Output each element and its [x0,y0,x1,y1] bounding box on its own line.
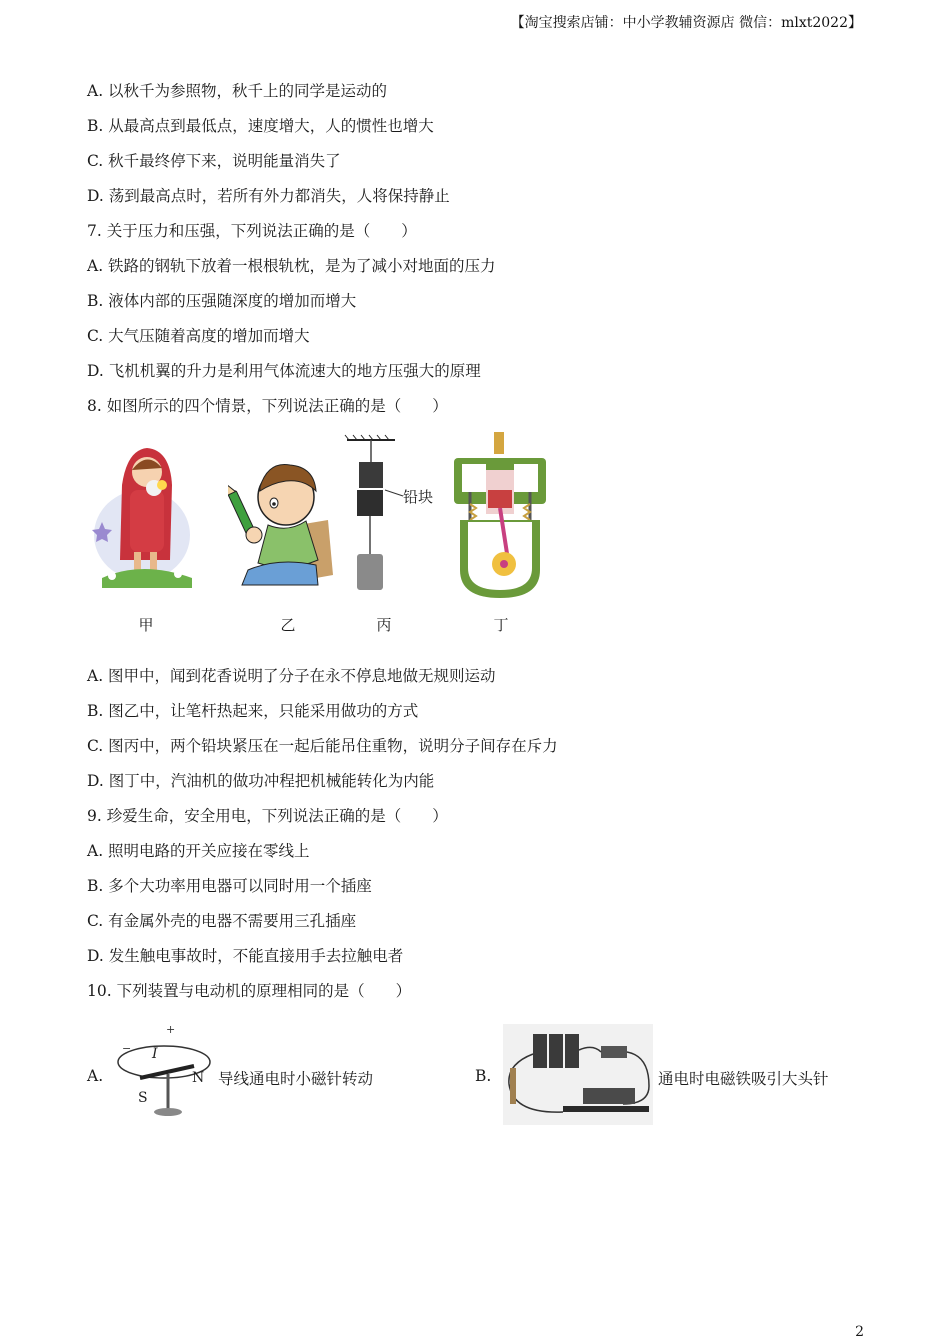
q7-option-b: B. 液体内部的压强随深度的增加而增大 [87,292,357,310]
q10-option-a-letter: A. [87,1067,104,1085]
current-minus-mark: − [122,1042,132,1055]
q9-option-b: B. 多个大功率用电器可以同时用一个插座 [87,877,372,895]
figure-gasoline-engine [450,430,550,605]
q7-stem: 7. 关于压力和压强，下列说法正确的是（ ） [87,222,417,240]
q6-option-c: C. 秋千最终停下来，说明能量消失了 [87,152,341,170]
q9-option-c: C. 有金属外壳的电器不需要用三孔插座 [87,912,357,930]
figure-oersted-compass [112,1022,216,1122]
q10-stem: 10. 下列装置与电动机的原理相同的是（ ） [87,982,412,1000]
q7-option-d: D. 飞机机翼的升力是利用气体流速大的地方压强大的原理 [87,362,481,380]
q10-option-b-text: 通电时电磁铁吸引大头针 [658,1070,829,1088]
lead-block-label: 铅块 [403,488,434,506]
q6-option-b: B. 从最高点到最低点，速度增大，人的惯性也增大 [87,117,434,135]
q9-option-a: A. 照明电路的开关应接在零线上 [87,842,310,860]
q8-option-b: B. 图乙中，让笔杆热起来，只能采用做功的方式 [87,702,419,720]
q9-stem: 9. 珍爱生命，安全用电，下列说法正确的是（ ） [87,807,448,825]
q6-option-d: D. 荡到最高点时，若所有外力都消失，人将保持静止 [87,187,450,205]
current-plus-mark: + [166,1023,176,1036]
current-label: I [152,1046,158,1062]
q8-stem: 8. 如图所示的四个情景，下列说法正确的是（ ） [87,397,448,415]
q8-option-d: D. 图丁中，汽油机的做功冲程把机械能转化为内能 [87,772,435,790]
figure-label-bing: 丙 [376,616,392,634]
figure-lead-blocks [335,432,445,592]
figure-label-ding: 丁 [493,616,509,634]
q10-option-b-letter: B. [475,1067,492,1085]
q8-option-a: A. 图甲中，闻到花香说明了分子在永不停息地做无规则运动 [87,667,496,685]
page-number: 2 [855,1324,864,1340]
q7-option-c: C. 大气压随着高度的增加而增大 [87,327,310,345]
page-header: 【淘宝搜索店铺：中小学教辅资源店 微信：mlxt2022】 [510,15,862,31]
q9-option-d: D. 发生触电事故时，不能直接用手去拉触电者 [87,947,404,965]
figure-boy-with-pencil [228,455,338,590]
q6-option-a: A. 以秋千为参照物，秋千上的同学是运动的 [87,82,388,100]
figure-label-yi: 乙 [280,616,296,634]
north-pole-label: N [192,1070,205,1086]
figure-girl-smelling-flowers [92,430,202,590]
q10-option-a-text: 导线通电时小磁针转动 [218,1070,374,1088]
figure-label-jia: 甲 [138,616,154,634]
figure-electromagnet-circuit [503,1024,653,1125]
south-pole-label: S [138,1090,148,1106]
q7-option-a: A. 铁路的钢轨下放着一根根轨枕，是为了减小对地面的压力 [87,257,496,275]
q8-option-c: C. 图丙中，两个铅块紧压在一起后能吊住重物，说明分子间存在斥力 [87,737,558,755]
